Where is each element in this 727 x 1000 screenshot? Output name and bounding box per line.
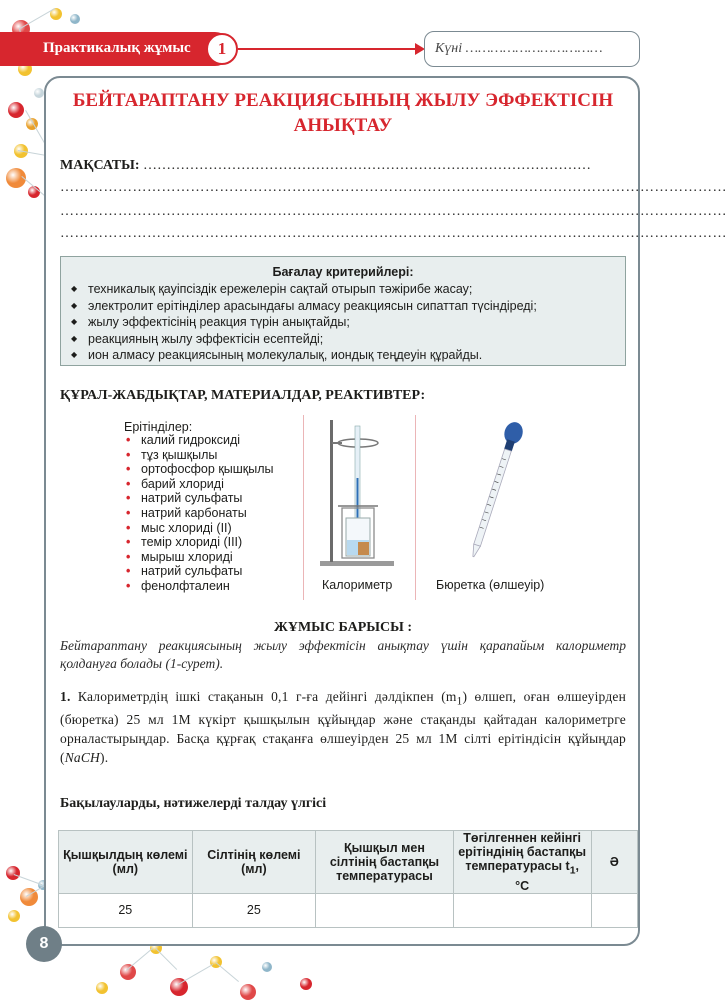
work-intro: Бейтараптану реакциясының жылу эффектісін анықтау үшін қарапайым калориметр қолдануға болады (1-сурет). <box>60 638 626 671</box>
step-text: Калориметрдің ішкі стақанын 0,1 г-ға дейінгі дәлдікпен (m <box>77 689 457 704</box>
molecule-atom-icon <box>262 962 272 972</box>
criteria-item: ◆ техникалық қауіпсіздік ережелерін сақтай отырып тәжірибе жасау; <box>71 281 537 298</box>
molecule-atom-icon <box>96 982 108 994</box>
molecule-atom-icon <box>70 14 80 24</box>
burette-caption: Бюретка (өлшеуір) <box>436 578 545 592</box>
step-text: ) өлшеп, оған өлшеуірден (бюретка) 25 мл 1М күкірт қышқылын құйыңдар және стақанды қайтадан калориметрге орналастырыңдар. Басқа құрғақ стақанға өлшеуірден 25 мл 1М сілті ерітіндісін құйыңдар ( <box>60 689 627 765</box>
criteria-box <box>60 256 626 366</box>
molecule-atom-icon <box>8 102 24 118</box>
criteria-list <box>71 281 537 364</box>
table-cell[interactable]: 25 <box>192 893 316 927</box>
section-number-badge: 1 <box>206 33 238 65</box>
molecule-bond <box>126 948 153 971</box>
criteria-item: ◆ реакцияның жылу эффектісін есептейді; <box>71 331 537 348</box>
table-header-cell: Қышқыл мен сілтінің бастапқы температурасы <box>316 831 454 894</box>
burette-image <box>460 418 530 563</box>
arrow-line <box>238 48 418 50</box>
step-formula: NaCH <box>64 749 101 765</box>
calorimeter-caption: Калориметр <box>322 578 393 592</box>
goal-dotted-line[interactable]: ………………………………………………………………………………………………………………………… <box>60 204 727 219</box>
table-cell[interactable] <box>591 893 637 927</box>
step-subscript: 1 <box>456 695 463 708</box>
solution-item: • калий гидроксиді <box>124 433 274 448</box>
solution-item: • тұз қышқылы <box>124 448 274 463</box>
divider <box>415 415 416 600</box>
date-field[interactable]: Күні …………………………… <box>424 31 640 67</box>
goal-dotted-line[interactable]: ………………………………………………………………………………………………………………………… <box>60 226 727 241</box>
solutions-list <box>124 433 274 594</box>
molecule-atom-icon <box>34 88 44 98</box>
observations-table-wrap <box>58 830 638 917</box>
table-header-cell <box>453 831 591 894</box>
goal-label: МАҚСАТЫ: <box>60 158 140 173</box>
molecule-bond <box>14 874 43 885</box>
calorimeter-image <box>318 418 398 568</box>
molecule-bond <box>215 962 239 982</box>
observations-table <box>58 830 638 928</box>
table-cell[interactable] <box>316 893 454 927</box>
table-row <box>59 893 638 927</box>
table-header-row <box>59 831 638 894</box>
solution-item: • мыс хлориді (II) <box>124 521 274 536</box>
solution-item: • натрий сульфаты <box>124 564 274 579</box>
header-subscript: 1 <box>569 865 576 877</box>
page-title: БЕЙТАРАПТАНУ РЕАКЦИЯСЫНЫҢ ЖЫЛУ ЭФФЕКТІСІН АНЫҚТАУ <box>72 90 614 136</box>
header-text: Төгілгеннен кейінгі ерітіндінің бастапқы температурасы t <box>458 831 587 873</box>
equipment-heading: ҚҰРАЛ-ЖАБДЫҚТАР, МАТЕРИАЛДАР, РЕАКТИВТЕР: <box>60 388 426 403</box>
solution-item: • ортофосфор қышқылы <box>124 462 274 477</box>
goal-dotted-line[interactable]: ………………………………………………………………………………………………………………………… <box>60 180 727 195</box>
molecule-atom-icon <box>120 964 136 980</box>
solution-item: • мырыш хлориді <box>124 550 274 565</box>
divider <box>303 415 304 600</box>
solution-item: • фенолфталеин <box>124 579 274 594</box>
header-unit: , °С <box>515 859 579 893</box>
work-heading: ЖҰМЫС БАРЫСЫ : <box>273 620 413 635</box>
criteria-item: ◆ жылу эффектісінің реакция түрін анықтайды; <box>71 314 537 331</box>
observations-heading: Бақылауларды, нәтижелерді талдау үлгісі <box>60 796 327 811</box>
solution-item: • натрий сульфаты <box>124 491 274 506</box>
table-header-cell: Қышқылдың көлемі (мл) <box>59 831 193 894</box>
molecule-bond <box>155 948 177 970</box>
section-label: Практикалық жұмыс <box>43 40 191 56</box>
molecule-bond <box>178 964 213 985</box>
goal-line[interactable] <box>60 158 591 174</box>
table-header-cell: Ә <box>591 831 637 894</box>
criteria-item: ◆ ион алмасу реакциясының молекулалық, иондық теңдеуін құрайды. <box>71 347 537 364</box>
step-1 <box>60 688 626 768</box>
step-text: ). <box>100 749 109 765</box>
criteria-title: Бағалау критерийлері: <box>272 265 414 279</box>
page-number: 8 <box>26 926 62 962</box>
molecule-atom-icon <box>300 978 312 990</box>
solution-item: • натрий карбонаты <box>124 506 274 521</box>
table-header-cell: Сілтінің көлемі (мл) <box>192 831 316 894</box>
molecule-atom-icon <box>6 866 20 880</box>
molecule-atom-icon <box>8 910 20 922</box>
solution-item: • барий хлориді <box>124 477 274 492</box>
criteria-item: ◆ электролит ерітінділер арасындағы алмасу реакциясын сипаттап түсіндіреді; <box>71 298 537 315</box>
step-number: 1. <box>60 689 71 704</box>
table-cell[interactable] <box>453 893 591 927</box>
solution-item: • темір хлориді (III) <box>124 535 274 550</box>
molecule-atom-icon <box>240 984 256 1000</box>
solutions-title: Ерітінділер: <box>124 420 193 434</box>
molecule-bond <box>20 8 55 29</box>
goal-dots: …………………………………………………………………………………… <box>143 158 592 173</box>
table-cell[interactable]: 25 <box>59 893 193 927</box>
